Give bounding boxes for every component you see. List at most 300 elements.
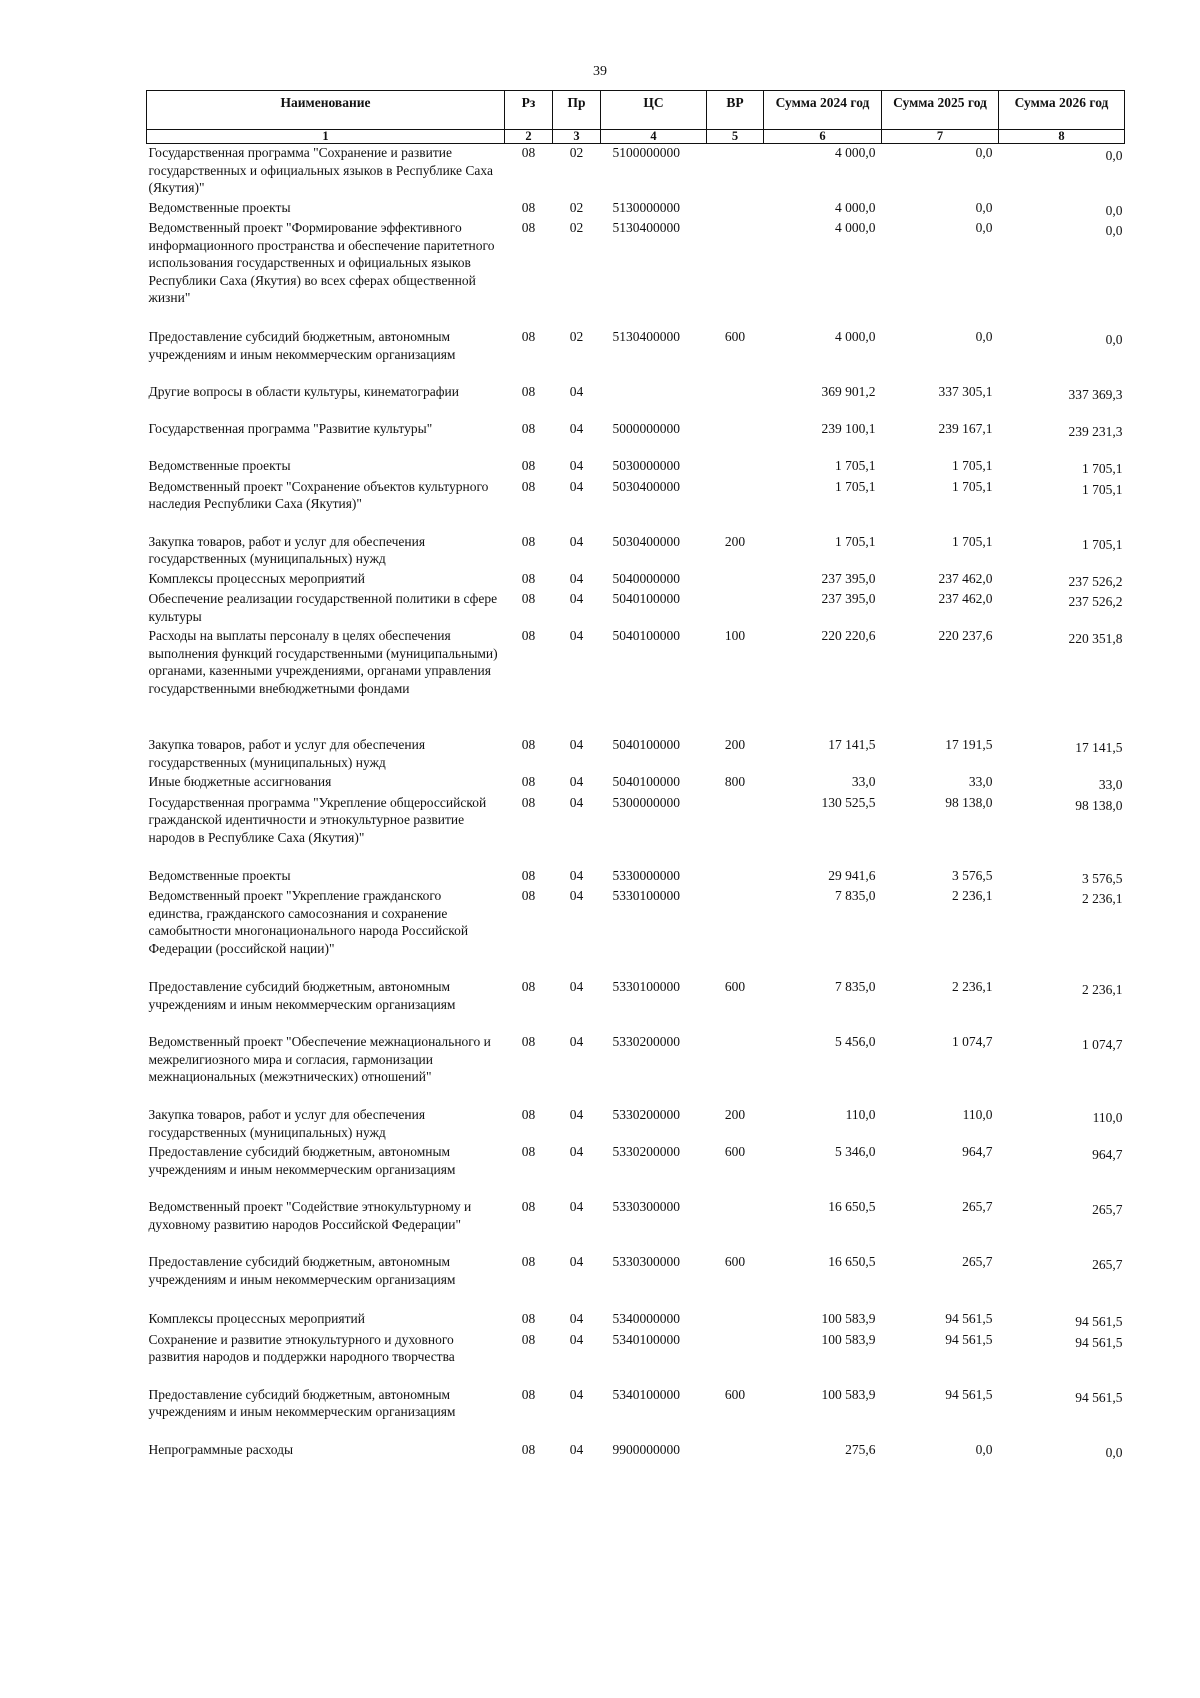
row-name: Ведомственные проекты xyxy=(148,199,291,215)
row-sum-2026 xyxy=(999,570,1125,591)
row-sum-2026 xyxy=(999,457,1125,478)
row-cs: 5330100000 xyxy=(612,888,680,903)
row-cs xyxy=(601,383,707,420)
row-vr: 600 xyxy=(724,1144,746,1159)
table-row xyxy=(147,1033,1125,1106)
amount-value: 98 138,0 xyxy=(1075,797,1123,813)
row-rz: 08 xyxy=(521,979,536,994)
table-row xyxy=(147,887,1125,978)
row-name: Иные бюджетные ассигнования xyxy=(148,774,332,789)
row-pr: 04 xyxy=(569,458,584,473)
row-cs: 5300000000 xyxy=(612,794,680,810)
row-cs: 5000000000 xyxy=(612,421,680,436)
header-vr: ВР xyxy=(707,91,764,130)
amount-value: 33,0 xyxy=(968,774,993,789)
row-pr: 04 xyxy=(569,867,584,883)
table-row xyxy=(147,1143,1125,1198)
column-number: 6 xyxy=(764,130,882,144)
row-sum-2025 xyxy=(882,978,999,1033)
amount-value: 220 220,6 xyxy=(821,628,876,643)
row-sum-2025 xyxy=(882,457,999,478)
row-pr: 04 xyxy=(569,794,584,810)
header-sum-2024: Сумма 2024 год xyxy=(764,91,882,130)
row-sum-2024 xyxy=(764,736,882,773)
row-rz: 08 xyxy=(521,533,536,549)
row-sum-2026 xyxy=(999,219,1125,328)
amount-value: 0,0 xyxy=(975,199,993,215)
amount-value: 94 561,5 xyxy=(945,1311,993,1326)
row-vr xyxy=(707,199,764,220)
table-row xyxy=(147,1106,1125,1143)
amount-value: 17 141,5 xyxy=(828,737,876,752)
column-number: 4 xyxy=(601,130,707,144)
row-rz: 08 xyxy=(521,1331,536,1347)
amount-value: 237 526,2 xyxy=(1068,573,1123,589)
row-sum-2024 xyxy=(764,1253,882,1310)
row-pr: 04 xyxy=(569,1107,584,1122)
amount-value: 220 351,8 xyxy=(1068,631,1123,646)
row-sum-2024 xyxy=(764,199,882,220)
header-name: Наименование xyxy=(147,91,505,130)
row-pr: 04 xyxy=(569,1254,584,1269)
amount-value: 4 000,0 xyxy=(835,220,876,235)
row-sum-2025 xyxy=(882,570,999,591)
row-rz: 08 xyxy=(521,1254,536,1269)
row-vr xyxy=(707,1310,764,1331)
row-cs: 5130400000 xyxy=(612,220,680,235)
table-row xyxy=(147,867,1125,888)
row-pr: 04 xyxy=(569,591,584,606)
table-row xyxy=(147,1331,1125,1386)
row-sum-2024 xyxy=(764,420,882,457)
row-cs: 5130000000 xyxy=(612,199,680,215)
row-vr xyxy=(707,570,764,591)
row-name: Государственная программа "Укрепление общероссийской гражданской идентичности и этнокультурное развитие народов в Республике Саха (Якутия)" xyxy=(148,794,487,845)
row-sum-2024 xyxy=(764,1198,882,1253)
amount-value: 1 705,1 xyxy=(835,458,876,473)
row-sum-2026 xyxy=(999,533,1125,570)
row-rz: 08 xyxy=(521,867,536,883)
row-name: Комплексы процессных мероприятий xyxy=(148,1311,365,1326)
row-pr: 04 xyxy=(569,1034,584,1049)
row-rz: 08 xyxy=(521,628,536,643)
column-numbers-row xyxy=(147,130,1125,144)
table-row xyxy=(147,199,1125,220)
row-name: Ведомственные проекты xyxy=(148,458,291,473)
amount-value: 237 462,0 xyxy=(938,570,993,586)
row-rz: 08 xyxy=(521,199,536,215)
row-cs: 5130400000 xyxy=(612,329,680,344)
amount-value: 220 237,6 xyxy=(938,628,993,643)
row-cs: 5040100000 xyxy=(612,737,680,752)
amount-value: 0,0 xyxy=(1105,1444,1123,1460)
row-pr: 02 xyxy=(569,329,584,344)
amount-value: 130 525,5 xyxy=(821,794,876,810)
row-name: Непрограммные расходы xyxy=(148,1441,294,1457)
row-cs: 5030400000 xyxy=(612,478,680,494)
row-sum-2024 xyxy=(764,1310,882,1331)
row-pr: 04 xyxy=(569,774,584,789)
row-rz: 08 xyxy=(521,1034,536,1049)
table-row xyxy=(147,570,1125,591)
amount-value: 33,0 xyxy=(851,774,876,789)
row-sum-2024 xyxy=(764,144,882,199)
row-sum-2025 xyxy=(882,478,999,533)
row-pr: 04 xyxy=(569,1311,584,1326)
table-row xyxy=(147,627,1125,736)
amount-value: 239 231,3 xyxy=(1068,424,1123,439)
row-sum-2025 xyxy=(882,794,999,867)
row-cs: 5330300000 xyxy=(612,1199,680,1214)
row-sum-2026 xyxy=(999,1143,1125,1198)
row-sum-2025 xyxy=(882,144,999,199)
amount-value: 237 462,0 xyxy=(938,591,993,606)
row-name: Предоставление субсидий бюджетным, автономным учреждениям и иным некоммерческим организациям xyxy=(148,1144,456,1177)
row-cs: 5330000000 xyxy=(612,867,680,883)
row-rz: 08 xyxy=(521,384,536,399)
table-header xyxy=(147,91,1125,144)
amount-value: 94 561,5 xyxy=(945,1331,993,1347)
table-row xyxy=(147,420,1125,457)
amount-value: 16 650,5 xyxy=(828,1199,876,1214)
table-row xyxy=(147,328,1125,383)
row-sum-2026 xyxy=(999,1106,1125,1143)
row-vr: 200 xyxy=(724,737,746,752)
amount-value: 100 583,9 xyxy=(821,1331,876,1347)
row-vr xyxy=(707,457,764,478)
table-row xyxy=(147,533,1125,570)
amount-value: 17 191,5 xyxy=(945,737,993,752)
row-vr xyxy=(707,867,764,888)
table-row xyxy=(147,794,1125,867)
amount-value: 265,7 xyxy=(962,1254,993,1269)
row-cs: 5330200000 xyxy=(612,1034,680,1049)
amount-value: 1 705,1 xyxy=(835,478,876,494)
amount-value: 100 583,9 xyxy=(821,1311,876,1326)
table-row xyxy=(147,978,1125,1033)
row-sum-2024 xyxy=(764,219,882,328)
row-vr xyxy=(707,219,764,328)
row-name: Государственная программа "Развитие культуры" xyxy=(148,421,433,436)
row-sum-2025 xyxy=(882,533,999,570)
row-sum-2025 xyxy=(882,736,999,773)
row-rz: 08 xyxy=(521,458,536,473)
row-sum-2026 xyxy=(999,794,1125,867)
row-sum-2025 xyxy=(882,1253,999,1310)
amount-value: 16 650,5 xyxy=(828,1254,876,1269)
row-vr xyxy=(707,383,764,420)
amount-value: 275,6 xyxy=(845,1441,876,1457)
row-sum-2026 xyxy=(999,590,1125,627)
amount-value: 0,0 xyxy=(1105,148,1123,163)
row-vr xyxy=(707,1033,764,1106)
amount-value: 110,0 xyxy=(1092,1110,1123,1125)
row-pr: 04 xyxy=(569,421,584,436)
amount-value: 0,0 xyxy=(1105,202,1123,218)
header-sum-2025: Сумма 2025 год xyxy=(882,91,999,130)
row-rz: 08 xyxy=(521,329,536,344)
table-row xyxy=(147,1253,1125,1310)
row-cs: 5040100000 xyxy=(612,774,680,789)
table-row xyxy=(147,478,1125,533)
table-row xyxy=(147,219,1125,328)
row-pr: 04 xyxy=(569,888,584,903)
amount-value: 2 236,1 xyxy=(952,888,993,903)
table-body xyxy=(147,144,1125,1463)
amount-value: 4 000,0 xyxy=(835,145,876,160)
row-rz: 08 xyxy=(521,1199,536,1214)
amount-value: 964,7 xyxy=(1092,1147,1123,1162)
row-pr: 04 xyxy=(569,384,584,399)
column-number: 2 xyxy=(505,130,553,144)
row-sum-2024 xyxy=(764,1331,882,1386)
row-name: Предоставление субсидий бюджетным, автономным учреждениям и иным некоммерческим организациям xyxy=(148,979,456,1012)
row-pr: 04 xyxy=(569,570,584,586)
amount-value: 964,7 xyxy=(962,1144,993,1159)
row-vr: 600 xyxy=(724,329,746,344)
row-vr xyxy=(707,144,764,199)
row-sum-2026 xyxy=(999,1198,1125,1253)
row-name: Закупка товаров, работ и услуг для обеспечения государственных (муниципальных) нужд xyxy=(148,737,426,770)
row-vr: 600 xyxy=(724,1386,746,1402)
row-rz: 08 xyxy=(521,145,536,160)
row-pr: 04 xyxy=(569,1144,584,1159)
amount-value: 1 705,1 xyxy=(1082,461,1123,476)
row-rz: 08 xyxy=(521,570,536,586)
amount-value: 94 561,5 xyxy=(1075,1389,1123,1405)
amount-value: 110,0 xyxy=(845,1107,876,1122)
row-sum-2026 xyxy=(999,978,1125,1033)
column-number: 5 xyxy=(707,130,764,144)
row-name: Ведомственный проект "Содействие этнокультурному и духовному развитию народов Российской Федерации" xyxy=(148,1199,472,1232)
amount-value: 3 576,5 xyxy=(1082,870,1123,886)
row-sum-2026 xyxy=(999,1253,1125,1310)
row-sum-2024 xyxy=(764,867,882,888)
row-rz: 08 xyxy=(521,1144,536,1159)
header-row xyxy=(147,91,1125,130)
table-row xyxy=(147,773,1125,794)
row-rz: 08 xyxy=(521,591,536,606)
amount-value: 94 561,5 xyxy=(1075,1314,1123,1329)
row-cs: 5040000000 xyxy=(612,570,680,586)
table-row xyxy=(147,736,1125,773)
row-sum-2024 xyxy=(764,590,882,627)
row-cs: 9900000000 xyxy=(612,1441,680,1457)
amount-value: 29 941,6 xyxy=(828,867,876,883)
row-sum-2024 xyxy=(764,1386,882,1441)
row-sum-2025 xyxy=(882,1386,999,1441)
row-rz: 08 xyxy=(521,888,536,903)
row-rz: 08 xyxy=(521,421,536,436)
header-rz: Рз xyxy=(505,91,553,130)
row-sum-2024 xyxy=(764,794,882,867)
amount-value: 0,0 xyxy=(975,1441,993,1457)
row-pr: 04 xyxy=(569,478,584,494)
amount-value: 98 138,0 xyxy=(945,794,993,810)
row-pr: 04 xyxy=(569,533,584,549)
row-sum-2025 xyxy=(882,887,999,978)
amount-value: 2 236,1 xyxy=(952,979,993,994)
row-sum-2025 xyxy=(882,383,999,420)
row-sum-2025 xyxy=(882,1143,999,1198)
row-name: Государственная программа "Сохранение и развитие государственных и официальных языков в Республике Саха (Якутия)" xyxy=(148,145,493,195)
row-vr: 600 xyxy=(724,979,746,994)
row-sum-2026 xyxy=(999,328,1125,383)
row-vr xyxy=(707,478,764,533)
table-row xyxy=(147,144,1125,199)
amount-value: 1 074,7 xyxy=(952,1034,993,1049)
header-pr: Пр xyxy=(553,91,601,130)
column-number: 7 xyxy=(882,130,999,144)
row-sum-2026 xyxy=(999,1386,1125,1441)
row-cs: 5330100000 xyxy=(612,979,680,994)
row-vr: 600 xyxy=(724,1254,746,1269)
amount-value: 239 167,1 xyxy=(938,421,993,436)
row-cs: 5040100000 xyxy=(612,591,680,606)
amount-value: 1 705,1 xyxy=(1082,481,1123,497)
row-name: Предоставление субсидий бюджетным, автономным учреждениям и иным некоммерческим организациям xyxy=(148,329,456,362)
row-sum-2025 xyxy=(882,773,999,794)
row-name: Ведомственные проекты xyxy=(148,867,291,883)
row-vr xyxy=(707,420,764,457)
row-sum-2026 xyxy=(999,1331,1125,1386)
row-cs: 5100000000 xyxy=(612,145,680,160)
row-sum-2026 xyxy=(999,1033,1125,1106)
amount-value: 239 100,1 xyxy=(821,421,876,436)
row-pr: 04 xyxy=(569,1386,584,1402)
amount-value: 100 583,9 xyxy=(821,1386,876,1402)
row-sum-2024 xyxy=(764,1106,882,1143)
row-sum-2025 xyxy=(882,590,999,627)
row-pr: 04 xyxy=(569,628,584,643)
row-cs: 5340100000 xyxy=(612,1331,680,1347)
row-rz: 08 xyxy=(521,220,536,235)
amount-value: 0,0 xyxy=(975,220,993,235)
row-sum-2026 xyxy=(999,773,1125,794)
row-sum-2024 xyxy=(764,533,882,570)
row-vr xyxy=(707,794,764,867)
row-name: Предоставление субсидий бюджетным, автономным учреждениям и иным некоммерческим организациям xyxy=(148,1254,456,1287)
amount-value: 0,0 xyxy=(1105,223,1123,238)
row-rz: 08 xyxy=(521,794,536,810)
row-name: Закупка товаров, работ и услуг для обеспечения государственных (муниципальных) нужд xyxy=(148,1107,426,1140)
amount-value: 0,0 xyxy=(1105,332,1123,347)
row-cs: 5030400000 xyxy=(612,533,680,549)
row-sum-2025 xyxy=(882,1198,999,1253)
row-name: Сохранение и развитие этнокультурного и духовного развития народов и поддержки народного творчества xyxy=(148,1331,455,1364)
row-rz: 08 xyxy=(521,1441,536,1457)
row-sum-2026 xyxy=(999,736,1125,773)
amount-value: 337 305,1 xyxy=(938,384,993,399)
header-cs: ЦС xyxy=(601,91,707,130)
row-cs: 5330200000 xyxy=(612,1144,680,1159)
row-rz: 08 xyxy=(521,478,536,494)
row-vr xyxy=(707,1331,764,1386)
row-pr: 02 xyxy=(569,145,584,160)
amount-value: 237 395,0 xyxy=(821,570,876,586)
amount-value: 2 236,1 xyxy=(1082,891,1123,906)
row-sum-2026 xyxy=(999,867,1125,888)
column-number: 3 xyxy=(553,130,601,144)
row-sum-2024 xyxy=(764,627,882,736)
amount-value: 4 000,0 xyxy=(835,329,876,344)
row-vr xyxy=(707,1441,764,1463)
amount-value: 17 141,5 xyxy=(1075,740,1123,755)
page-number: 39 xyxy=(593,64,607,79)
row-sum-2026 xyxy=(999,420,1125,457)
table-row xyxy=(147,1386,1125,1441)
row-pr: 04 xyxy=(569,737,584,752)
amount-value: 265,7 xyxy=(1092,1202,1123,1217)
row-sum-2025 xyxy=(882,1033,999,1106)
column-number: 8 xyxy=(999,130,1125,144)
row-name: Обеспечение реализации государственной политики в сфере культуры xyxy=(148,591,498,624)
row-cs: 5030000000 xyxy=(612,458,680,473)
amount-value: 1 074,7 xyxy=(1082,1037,1123,1052)
row-sum-2025 xyxy=(882,1310,999,1331)
row-sum-2026 xyxy=(999,199,1125,220)
row-sum-2024 xyxy=(764,383,882,420)
row-sum-2024 xyxy=(764,978,882,1033)
row-name: Ведомственный проект "Укрепление гражданского единства, гражданского самосознания и сохранение самобытности многонационального народа Российской Федерации (российской нации)" xyxy=(148,888,469,956)
budget-table xyxy=(146,90,1125,1463)
row-sum-2024 xyxy=(764,1033,882,1106)
row-name: Предоставление субсидий бюджетным, автономным учреждениям и иным некоммерческим организациям xyxy=(148,1386,456,1419)
amount-value: 1 705,1 xyxy=(1082,536,1123,552)
row-sum-2025 xyxy=(882,199,999,220)
row-name: Ведомственный проект "Формирование эффективного информационного пространства и обеспечение паритетного использования государственных и официальных языков Республики Саха (Якутия) во всех сферах общественной жизни" xyxy=(148,220,495,305)
row-sum-2025 xyxy=(882,1441,999,1463)
row-rz: 08 xyxy=(521,1311,536,1326)
table-row xyxy=(147,457,1125,478)
amount-value: 110,0 xyxy=(962,1107,993,1122)
row-rz: 08 xyxy=(521,737,536,752)
table-row xyxy=(147,1310,1125,1331)
amount-value: 3 576,5 xyxy=(952,867,993,883)
row-name: Ведомственный проект "Обеспечение межнационального и межрелигиозного мира и согласия, гармонизации межнациональных (межэтнических) отношений" xyxy=(148,1034,491,1084)
amount-value: 7 835,0 xyxy=(835,979,876,994)
amount-value: 94 561,5 xyxy=(945,1386,993,1402)
amount-value: 1 705,1 xyxy=(835,533,876,549)
header-sum-2026: Сумма 2026 год xyxy=(999,91,1125,130)
row-sum-2026 xyxy=(999,1310,1125,1331)
row-sum-2024 xyxy=(764,887,882,978)
row-sum-2025 xyxy=(882,1106,999,1143)
amount-value: 2 236,1 xyxy=(1082,982,1123,997)
row-sum-2026 xyxy=(999,1441,1125,1463)
table-row xyxy=(147,590,1125,627)
amount-value: 337 369,3 xyxy=(1068,387,1123,402)
amount-value: 1 705,1 xyxy=(952,533,993,549)
row-sum-2024 xyxy=(764,328,882,383)
row-vr xyxy=(707,590,764,627)
amount-value: 1 705,1 xyxy=(952,458,993,473)
row-sum-2024 xyxy=(764,773,882,794)
row-sum-2026 xyxy=(999,478,1125,533)
row-cs: 5340100000 xyxy=(612,1386,680,1402)
amount-value: 4 000,0 xyxy=(835,199,876,215)
row-sum-2025 xyxy=(882,420,999,457)
row-sum-2026 xyxy=(999,383,1125,420)
row-vr xyxy=(707,1198,764,1253)
amount-value: 5 456,0 xyxy=(835,1034,876,1049)
row-rz: 08 xyxy=(521,1107,536,1122)
amount-value: 265,7 xyxy=(1092,1257,1123,1272)
row-rz: 08 xyxy=(521,774,536,789)
row-sum-2024 xyxy=(764,457,882,478)
row-cs: 5330200000 xyxy=(612,1107,680,1122)
row-sum-2025 xyxy=(882,627,999,736)
